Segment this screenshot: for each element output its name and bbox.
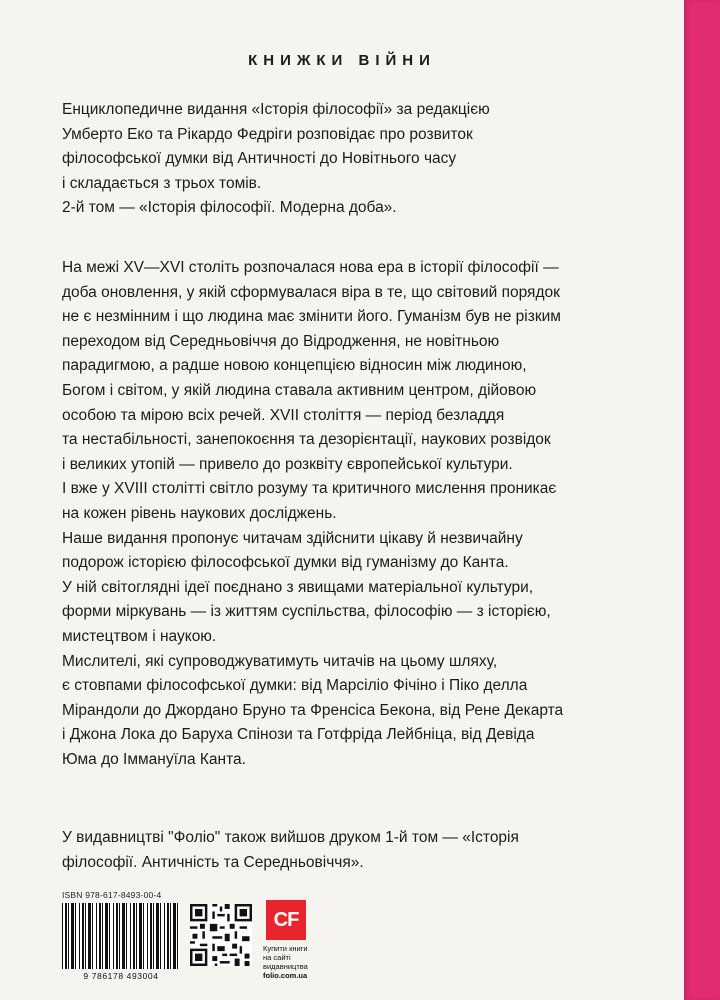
main-description bbox=[62, 256, 662, 772]
text-line: на кожен рівень наукових досліджень. bbox=[62, 504, 337, 522]
text-line: не є незмінним і що людина має змінити його. Гуманізм був не різким bbox=[62, 308, 561, 326]
text-line: і Джона Лока до Баруха Спінози та Готфріда Лейбніца, від Девіда bbox=[62, 726, 535, 744]
text-line: філософії. Античність та Середньовіччя». bbox=[62, 853, 364, 871]
publisher-url[interactable]: folio.com.ua bbox=[263, 971, 308, 980]
text-line: І вже у XVIII столітті світло розуму та критичного мислення проникає bbox=[62, 480, 557, 498]
text-line: Енциклопедичне видання «Історія філософії» за редакцією bbox=[62, 101, 490, 118]
folio-logo: CF bbox=[266, 900, 306, 940]
publisher-info bbox=[62, 890, 402, 985]
isbn-label: ISBN 978-617-8493-00-4 bbox=[62, 890, 162, 900]
spine-edge bbox=[684, 0, 720, 1000]
text-line: переходом від Середньовіччя до Відродження, не новітньою bbox=[62, 332, 500, 350]
intro-paragraph bbox=[62, 98, 662, 221]
text-line: Умберто Еко та Рікардо Федріги розповідає про розвиток bbox=[62, 125, 473, 143]
barcode-digits: 9 786178 493004 bbox=[83, 971, 159, 981]
text-line: форми міркувань — із життям суспільства, філософію — з історією, bbox=[62, 603, 551, 621]
text-line: та нестабільності, занепокоєння та дезорієнтації, наукових розвідок bbox=[62, 431, 551, 449]
text-line: 2-й том — «Історія філософії. Модерна доба». bbox=[62, 199, 397, 217]
text-line: На межі XV—XVI століть розпочалася нова ера в історії філософії — bbox=[62, 259, 559, 276]
caption-line: видавництва bbox=[263, 962, 308, 971]
text-line: філософської думки від Античності до Новітнього часу bbox=[62, 150, 457, 168]
qr-code-icon[interactable] bbox=[190, 904, 252, 966]
publisher-caption bbox=[263, 944, 343, 980]
text-line: Мірандоли до Джордано Бруно та Френсіса Бекона, від Рене Декарта bbox=[62, 701, 564, 719]
barcode-image bbox=[62, 903, 180, 969]
text-line: особою та мірою всіх речей. XVII століття — період безладдя bbox=[62, 406, 505, 424]
text-line: У ній світоглядні ідеї поєднано з явищами матеріальної культури, bbox=[62, 578, 534, 596]
caption-line: на сайті bbox=[263, 953, 291, 962]
text-line: є стовпами філософської думки: від Марсіліо Фічіно і Піко делла bbox=[62, 677, 528, 695]
text-line: парадигмою, а радше новою концепцією відносин між людиною, bbox=[62, 357, 527, 375]
text-line: і великих утопій — привело до розквіту європейської культури. bbox=[62, 455, 513, 473]
text-line: Наше видання пропонує читачам здійснити цікаву й незвичайну bbox=[62, 529, 523, 547]
text-line: мистецтвом і наукою. bbox=[62, 627, 217, 645]
series-title: КНИЖКИ ВІЙНИ bbox=[248, 52, 436, 69]
also-published-note bbox=[62, 826, 662, 875]
text-line: Мислителі, які супроводжуватимуть читачів на цьому шляху, bbox=[62, 652, 498, 670]
text-line: Юма до Іммануїла Канта. bbox=[62, 750, 246, 768]
text-line: Богом і світом, у якій людина ставала активним центром, дійовою bbox=[62, 381, 537, 399]
text-line: подорож історією філософської думки від гуманізму до Канта. bbox=[62, 554, 509, 572]
text-line: доба оновлення, у якій сформувалася віра в те, що світовий порядок bbox=[62, 283, 560, 301]
text-line: У видавництві "Фоліо" також вийшов друком 1-й том — «Історія bbox=[62, 829, 519, 846]
text-line: і складається з трьох томів. bbox=[62, 174, 262, 192]
caption-line: Купити книги bbox=[263, 944, 308, 953]
